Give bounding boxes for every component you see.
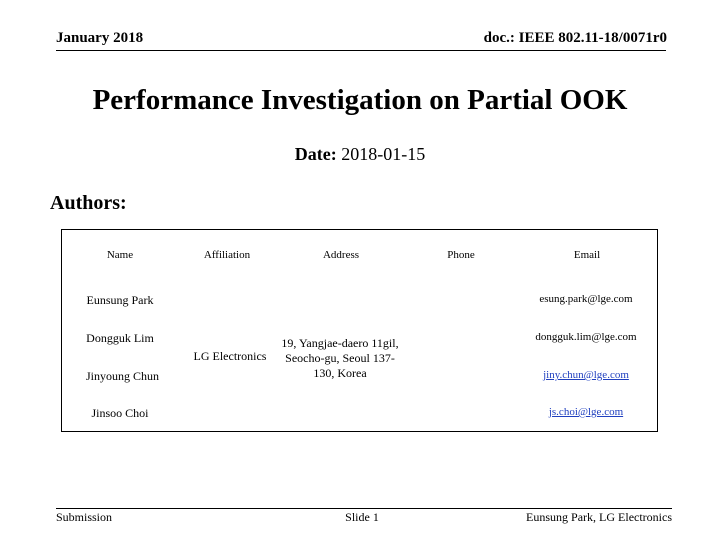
column-header-name: Name (106, 249, 134, 261)
header-divider (56, 50, 666, 51)
address-cell (270, 336, 410, 381)
footer-submission: Submission (56, 510, 113, 524)
column-header-phone: Phone (447, 249, 475, 261)
email-link[interactable]: js.choi@lge.com (548, 406, 624, 418)
footer-author: Eunsung Park, LG Electronics (526, 510, 672, 524)
email-link[interactable]: jiny.chun@lge.com (543, 369, 629, 381)
affiliation-cell: LG Electronics (193, 349, 267, 363)
footer-slide-number: Slide 1 (345, 510, 379, 524)
slide-title: Performance Investigation on Partial OOK (92, 84, 628, 116)
address-line: 19, Yangjae-daero 11gil, (281, 336, 399, 350)
author-name: Jinyoung Chun (85, 369, 159, 383)
address-line: 130, Korea (313, 366, 367, 380)
email-cell: dongguk.lim@lge.com (535, 331, 637, 343)
column-header-affiliation: Affiliation (203, 249, 251, 261)
header-date: January 2018 (56, 30, 144, 46)
address-line: Seocho-gu, Seoul 137- (285, 351, 395, 365)
column-header-address: Address (322, 249, 360, 261)
footer-divider (56, 508, 672, 509)
date-label: Date: (294, 144, 337, 164)
authors-label: Authors: (50, 192, 127, 214)
date-value: 2018-01-15 (341, 144, 426, 164)
date-line (0, 144, 720, 165)
header-doc-id: doc.: IEEE 802.11-18/0071r0 (483, 30, 667, 46)
author-name: Jinsoo Choi (91, 406, 149, 420)
author-name: Dongguk Lim (86, 331, 154, 345)
email-cell: esung.park@lge.com (539, 293, 633, 305)
column-header-email: Email (573, 249, 601, 261)
author-name: Eunsung Park (86, 293, 154, 307)
